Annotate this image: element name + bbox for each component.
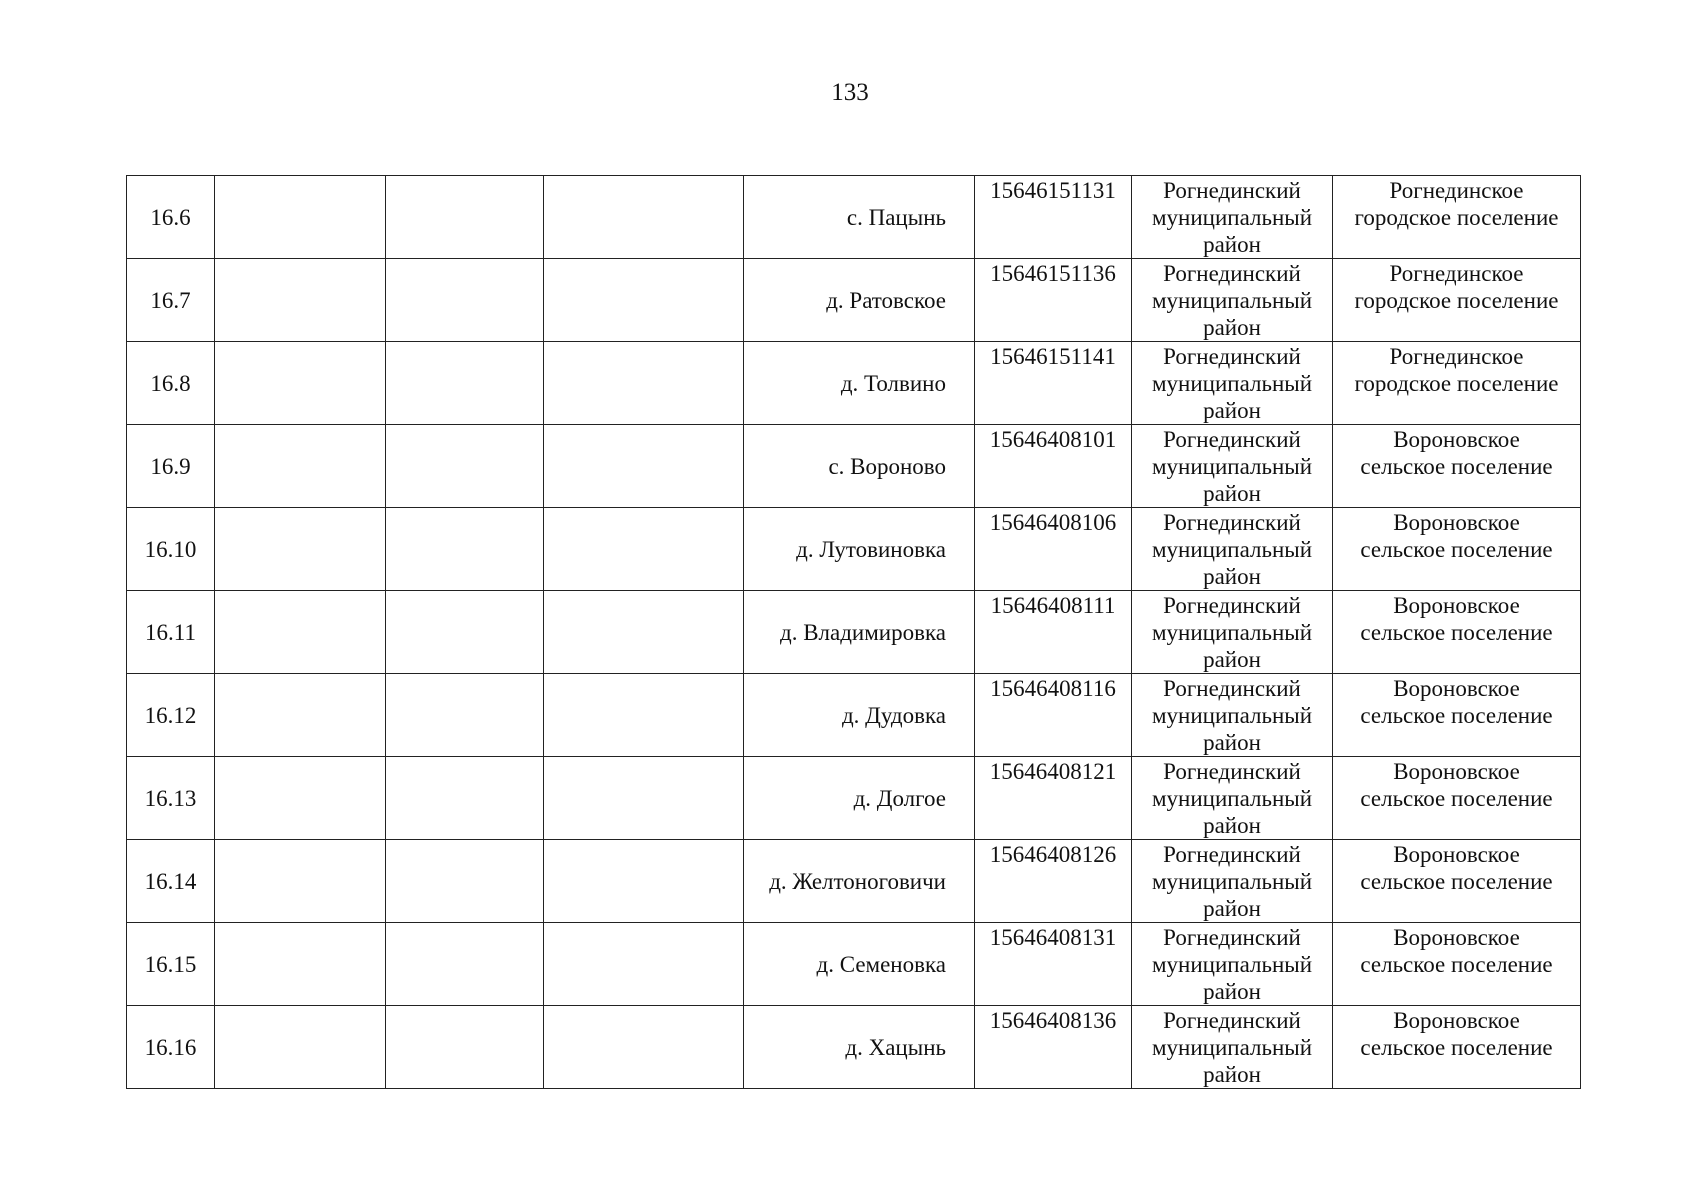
oktmo-code-cell: 15646151131 — [975, 176, 1132, 259]
settlement-cell — [1333, 176, 1581, 259]
empty-cell-3 — [544, 757, 744, 840]
empty-cell-3 — [544, 1006, 744, 1089]
municipal-district-cell — [1132, 591, 1333, 674]
district-line-1: Рогнединский — [1163, 1008, 1301, 1033]
locality-cell: д. Владимировка — [744, 591, 975, 674]
oktmo-code-cell: 15646408131 — [975, 923, 1132, 1006]
page-number: 133 — [831, 79, 869, 106]
settlement-line-1: Вороновское — [1393, 1008, 1520, 1033]
empty-cell-2 — [386, 259, 544, 342]
empty-cell-1 — [215, 757, 386, 840]
empty-cell-2 — [386, 757, 544, 840]
settlement-line-1: Рогнединское — [1389, 344, 1524, 369]
district-line-2: муниципальный — [1151, 371, 1313, 396]
empty-cell-1 — [215, 342, 386, 425]
empty-cell-2 — [386, 674, 544, 757]
empty-cell-2 — [386, 508, 544, 591]
settlement-line-2: сельское поселение — [1360, 454, 1553, 479]
locality-cell: д. Лутовиновка — [744, 508, 975, 591]
empty-cell-2 — [386, 923, 544, 1006]
settlement-cell — [1333, 425, 1581, 508]
oktmo-code-cell: 15646408106 — [975, 508, 1132, 591]
empty-cell-3 — [544, 176, 744, 259]
table-row — [127, 425, 1581, 508]
district-line-3: район — [1203, 730, 1261, 755]
district-line-2: муниципальный — [1151, 786, 1313, 811]
settlement-line-2: сельское поселение — [1360, 620, 1553, 645]
empty-cell-2 — [386, 176, 544, 259]
locality-cell: д. Дудовка — [744, 674, 975, 757]
settlement-line-1: Вороновское — [1393, 759, 1520, 784]
oktmo-code-cell: 15646408126 — [975, 840, 1132, 923]
settlement-cell — [1333, 508, 1581, 591]
district-line-2: муниципальный — [1151, 869, 1313, 894]
district-line-3: район — [1203, 647, 1261, 672]
settlement-line-1: Рогнединское — [1389, 261, 1524, 286]
settlement-cell — [1333, 757, 1581, 840]
district-line-1: Рогнединский — [1163, 344, 1301, 369]
municipal-district-cell — [1132, 923, 1333, 1006]
locality-cell: д. Желтоноговичи — [744, 840, 975, 923]
row-number-cell: 16.10 — [127, 508, 215, 591]
settlement-line-1: Вороновское — [1393, 510, 1520, 535]
empty-cell-1 — [215, 923, 386, 1006]
district-line-2: муниципальный — [1151, 454, 1313, 479]
locality-cell: д. Семеновка — [744, 923, 975, 1006]
municipal-district-cell — [1132, 1006, 1333, 1089]
district-line-1: Рогнединский — [1163, 593, 1301, 618]
district-line-2: муниципальный — [1151, 952, 1313, 977]
table-row — [127, 674, 1581, 757]
district-line-2: муниципальный — [1151, 620, 1313, 645]
locality-cell: с. Пацынь — [744, 176, 975, 259]
table-row — [127, 1006, 1581, 1089]
settlement-cell — [1333, 840, 1581, 923]
empty-cell-1 — [215, 674, 386, 757]
settlement-line-1: Вороновское — [1393, 593, 1520, 618]
municipal-district-cell — [1132, 259, 1333, 342]
district-line-1: Рогнединский — [1163, 925, 1301, 950]
row-number-cell: 16.8 — [127, 342, 215, 425]
table-row — [127, 923, 1581, 1006]
empty-cell-3 — [544, 591, 744, 674]
oktmo-code-cell: 15646151136 — [975, 259, 1132, 342]
district-line-3: район — [1203, 315, 1261, 340]
empty-cell-1 — [215, 176, 386, 259]
empty-cell-2 — [386, 1006, 544, 1089]
row-number-cell: 16.16 — [127, 1006, 215, 1089]
settlement-cell — [1333, 1006, 1581, 1089]
empty-cell-3 — [544, 508, 744, 591]
row-number-cell: 16.14 — [127, 840, 215, 923]
settlement-line-1: Рогнединское — [1389, 178, 1524, 203]
table-row — [127, 840, 1581, 923]
empty-cell-3 — [544, 840, 744, 923]
settlement-cell — [1333, 591, 1581, 674]
empty-cell-1 — [215, 508, 386, 591]
empty-cell-2 — [386, 425, 544, 508]
empty-cell-2 — [386, 840, 544, 923]
district-line-2: муниципальный — [1151, 288, 1313, 313]
district-line-3: район — [1203, 896, 1261, 921]
municipal-district-cell — [1132, 840, 1333, 923]
settlement-line-2: сельское поселение — [1360, 786, 1553, 811]
settlement-cell — [1333, 259, 1581, 342]
municipal-district-cell — [1132, 342, 1333, 425]
settlement-line-1: Вороновское — [1393, 427, 1520, 452]
settlement-line-1: Вороновское — [1393, 842, 1520, 867]
empty-cell-3 — [544, 674, 744, 757]
district-line-3: район — [1203, 564, 1261, 589]
district-line-3: район — [1203, 481, 1261, 506]
district-line-3: район — [1203, 232, 1261, 257]
municipal-district-cell — [1132, 757, 1333, 840]
empty-cell-3 — [544, 923, 744, 1006]
empty-cell-2 — [386, 342, 544, 425]
district-line-3: район — [1203, 1062, 1261, 1087]
settlement-line-2: городское поселение — [1354, 371, 1559, 396]
row-number-cell: 16.7 — [127, 259, 215, 342]
empty-cell-1 — [215, 259, 386, 342]
empty-cell-1 — [215, 425, 386, 508]
district-line-3: район — [1203, 979, 1261, 1004]
row-number-cell: 16.13 — [127, 757, 215, 840]
empty-cell-3 — [544, 425, 744, 508]
empty-cell-2 — [386, 591, 544, 674]
oktmo-code-cell: 15646408101 — [975, 425, 1132, 508]
district-line-1: Рогнединский — [1163, 178, 1301, 203]
settlement-line-2: сельское поселение — [1360, 1035, 1553, 1060]
empty-cell-3 — [544, 342, 744, 425]
table-row — [127, 591, 1581, 674]
district-line-2: муниципальный — [1151, 537, 1313, 562]
settlement-line-2: городское поселение — [1354, 205, 1559, 230]
empty-cell-3 — [544, 259, 744, 342]
table-row — [127, 259, 1581, 342]
settlement-line-1: Вороновское — [1393, 676, 1520, 701]
locality-cell: д. Хацынь — [744, 1006, 975, 1089]
municipal-district-cell — [1132, 176, 1333, 259]
oktmo-code-cell: 15646151141 — [975, 342, 1132, 425]
table-body — [127, 176, 1581, 1089]
settlement-line-2: сельское поселение — [1360, 952, 1553, 977]
district-line-1: Рогнединский — [1163, 427, 1301, 452]
oktmo-code-cell: 15646408121 — [975, 757, 1132, 840]
settlement-line-2: городское поселение — [1354, 288, 1559, 313]
settlement-cell — [1333, 674, 1581, 757]
district-line-1: Рогнединский — [1163, 510, 1301, 535]
locality-cell: д. Толвино — [744, 342, 975, 425]
table-row — [127, 176, 1581, 259]
settlement-line-1: Вороновское — [1393, 925, 1520, 950]
municipal-district-cell — [1132, 508, 1333, 591]
row-number-cell: 16.6 — [127, 176, 215, 259]
district-line-2: муниципальный — [1151, 1035, 1313, 1060]
district-line-1: Рогнединский — [1163, 759, 1301, 784]
locality-cell: д. Ратовское — [744, 259, 975, 342]
district-line-1: Рогнединский — [1163, 676, 1301, 701]
empty-cell-1 — [215, 840, 386, 923]
locality-cell: д. Долгое — [744, 757, 975, 840]
row-number-cell: 16.9 — [127, 425, 215, 508]
row-number-cell: 16.15 — [127, 923, 215, 1006]
locality-cell: с. Вороново — [744, 425, 975, 508]
municipal-district-cell — [1132, 425, 1333, 508]
oktmo-code-cell: 15646408136 — [975, 1006, 1132, 1089]
district-line-1: Рогнединский — [1163, 842, 1301, 867]
settlement-line-2: сельское поселение — [1360, 869, 1553, 894]
settlements-table — [126, 175, 1581, 1089]
district-line-3: район — [1203, 813, 1261, 838]
district-line-3: район — [1203, 398, 1261, 423]
district-line-2: муниципальный — [1151, 205, 1313, 230]
municipal-district-cell — [1132, 674, 1333, 757]
district-line-1: Рогнединский — [1163, 261, 1301, 286]
district-line-2: муниципальный — [1151, 703, 1313, 728]
settlement-cell — [1333, 342, 1581, 425]
table-row — [127, 342, 1581, 425]
row-number-cell: 16.12 — [127, 674, 215, 757]
empty-cell-1 — [215, 591, 386, 674]
settlement-line-2: сельское поселение — [1360, 703, 1553, 728]
oktmo-code-cell: 15646408116 — [975, 674, 1132, 757]
settlement-cell — [1333, 923, 1581, 1006]
table-row — [127, 757, 1581, 840]
table-row — [127, 508, 1581, 591]
settlement-line-2: сельское поселение — [1360, 537, 1553, 562]
oktmo-code-cell: 15646408111 — [975, 591, 1132, 674]
row-number-cell: 16.11 — [127, 591, 215, 674]
empty-cell-1 — [215, 1006, 386, 1089]
